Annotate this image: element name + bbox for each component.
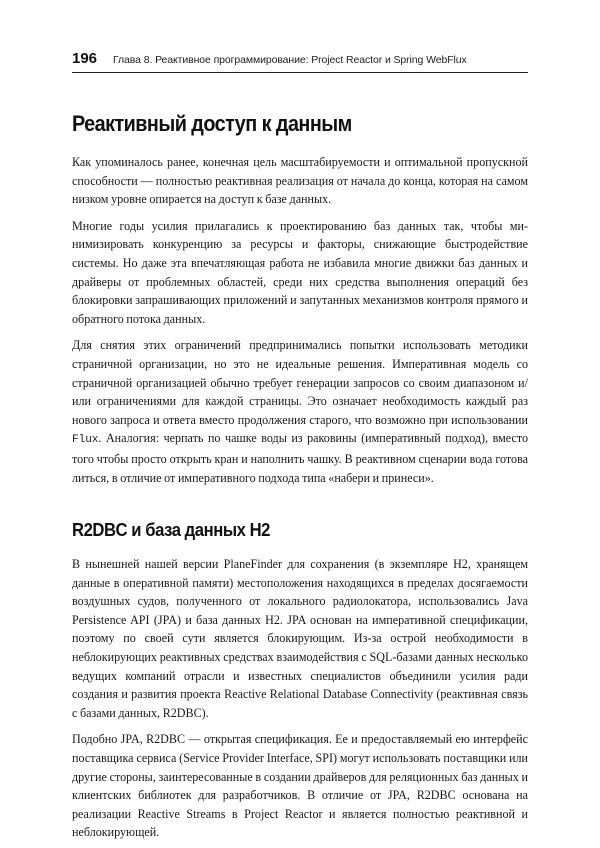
paragraph-intro: Как упоминалось ранее, конечная цель масштабируемости и оптимальной пропускной способности — полностью реактивная реализация от начала до конца, которая на самом низком уровне опирается на доступ к базе данных. — [72, 155, 528, 207]
section-heading-reactive-data-access: Реактивный доступ к данным — [72, 111, 352, 136]
paragraph-paging — [72, 336, 528, 487]
paragraph-paging-text-2: . Аналогия: черпать по чашке воды из раковины (императивный подход), вместо того чтобы просто открыть кран и наполнить чашку. В реактивном сценарии вода готова литься, в отличие от императивного подхода типа «набери и принеси». — [72, 431, 528, 485]
section-heading-r2dbc-h2: R2DBC и база данных H2 — [72, 519, 270, 541]
chapter-title: Глава 8. Реактивное программирование: Project Reactor и Spring WebFlux — [113, 54, 467, 66]
page-number: 196 — [72, 50, 98, 67]
paragraph-paging-text-1: Для снятия этих ограничений предпринимались попытки использовать методики страничной организации, но это не идеальные решения. Императивная модель со страничной организацией обычно требует генерации запросов со своим диапазоном и/или ограничениями для каждой страницы. Это означает необходимость каждый раз нового запроса и ответа вместо продолжения старого, что возможно при использовании — [72, 338, 528, 427]
paragraph-r2dbc-spec: Подобно JPA, R2DBC — открытая спецификация. Ее и предоставляемый ею интерфейс поставщика сервиса (Service Provider Interface, SPI) могут использовать поставщики или другие стороны, заинтересованные в создании драйверов для реляционных баз данных и клиентских библиотек для разработчиков. В отличие от JPA, R2DBC основана на реализации Reactive Streams в Project Reactor и является полностью реактивной и неблокирующей. — [72, 732, 528, 840]
paragraph-database-design: Многие годы усилия прилагались к проектированию баз данных так, чтобы минимизировать конкуренцию за ресурсы и факторы, снижающие быстродействие системы. Но даже эта впечатляющая работа не избавила многие движки баз данных и драйверы от проблемных областей, среди них средства выполнения операций без блокировки запрашивающих приложений и запутанных механизмов контроля прямого и обратного потока данных. — [72, 218, 528, 326]
inline-code-flux: Flux — [72, 434, 99, 447]
running-header — [72, 50, 528, 73]
paragraph-planefinder: В нынешней нашей версии PlaneFinder для сохранения (в экземпляре H2, хранящем данные в оперативной памяти) местоположения находящихся в пределах досягаемости воздушных судов, полученного от локального радиолокатора, использовались Java Persistence API (JPA) и база данных H2. JPA основан на императивной спецификации, поэтому по своей сути является блокирующим. Из-за острой необходимости в неблокирующих реактивных средствах взаимодействия с SQL-базами данных несколько ведущих компаний отрасли и известных специалистов объединили усилия ради создания и развития проекта Reactive Relational Database Connectivity (реактивная связь с базами данных, R2DBC). — [72, 557, 528, 720]
